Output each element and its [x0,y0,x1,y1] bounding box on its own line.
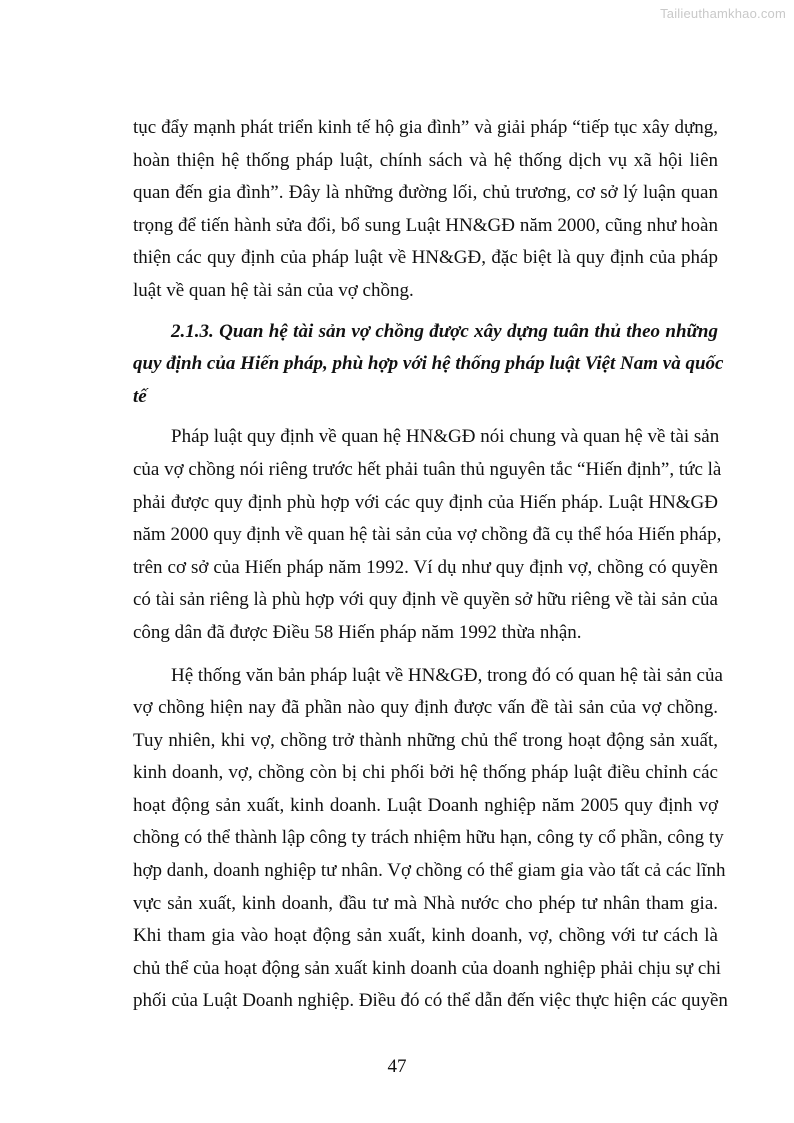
heading-line: quy định của Hiến pháp, phù hợp với hệ thống pháp luật Việt Nam và quốc [133,353,724,375]
text-line: hoạt động sản xuất, kinh doanh. Luật Doanh nghiệp năm 2005 quy định vợ [133,794,718,816]
text-line: vực sản xuất, kinh doanh, đầu tư mà Nhà nước cho phép tư nhân tham gia. [133,892,718,914]
text-line: vợ chồng hiện nay đã phần nào quy định được vấn đề tài sản của vợ chồng. [133,697,718,719]
text-line: có tài sản riêng là phù hợp với quy định về quyền sở hữu riêng về tài sản của [133,589,718,611]
watermark-text: Tailieuthamkhao.com [660,6,786,21]
text-line: của vợ chồng nói riêng trước hết phải tuân thủ nguyên tắc “Hiến định”, tức là [133,458,722,480]
text-line: thiện các quy định của pháp luật về HN&GĐ, đặc biệt là quy định của pháp [133,247,718,269]
text-line: quan đến gia đình”. Đây là những đường lối, chủ trương, cơ sở lý luận quan [133,182,718,204]
text-line: trên cơ sở của Hiến pháp năm 1992. Ví dụ như quy định vợ, chồng có quyền [133,556,718,578]
section-heading [133,316,724,414]
paragraph-continuation [133,112,718,308]
heading-line: 2.1.3. Quan hệ tài sản vợ chồng được xây dựng tuân thủ theo những [171,320,718,342]
document-body [133,112,728,1018]
text-line: năm 2000 quy định về quan hệ tài sản của vợ chồng đã cụ thể hóa Hiến pháp, [133,524,722,546]
text-line: phối của Luật Doanh nghiệp. Điều đó có thể dẫn đến việc thực hiện các quyền [133,990,728,1012]
text-line: chồng có thể thành lập công ty trách nhiệm hữu hạn, công ty cổ phần, công ty [133,827,724,849]
paragraph-constitution [133,421,722,649]
text-line: hoàn thiện hệ thống pháp luật, chính sách và hệ thống dịch vụ xã hội liên [133,149,718,171]
text-line: kinh doanh, vợ, chồng còn bị chi phối bởi hệ thống pháp luật điều chỉnh các [133,762,718,784]
paragraph-legal-system [133,660,728,1019]
text-line: công dân đã được Điều 58 Hiến pháp năm 1992 thừa nhận. [133,621,582,643]
text-line: Tuy nhiên, khi vợ, chồng trở thành những chủ thể trong hoạt động sản xuất, [133,729,718,751]
text-line: phải được quy định phù hợp với các quy định của Hiến pháp. Luật HN&GĐ [133,491,718,513]
text-line: hợp danh, doanh nghiệp tư nhân. Vợ chồng có thể giam gia vào tất cả các lĩnh [133,860,726,882]
page-number: 47 [387,1056,407,1077]
text-line: luật về quan hệ tài sản của vợ chồng. [133,279,414,301]
text-line: Khi tham gia vào hoạt động sản xuất, kinh doanh, vợ, chồng với tư cách là [133,925,718,947]
text-line: chủ thể của hoạt động sản xuất kinh doanh của doanh nghiệp phải chịu sự chi [133,957,722,979]
text-line: tục đẩy mạnh phát triển kinh tế hộ gia đình” và giải pháp “tiếp tục xây dựng, [133,117,718,138]
text-line: Hệ thống văn bản pháp luật về HN&GĐ, trong đó có quan hệ tài sản của [171,664,723,686]
text-line: Pháp luật quy định về quan hệ HN&GĐ nói chung và quan hệ về tài sản [171,426,720,448]
text-line: trọng để tiến hành sửa đổi, bổ sung Luật HN&GĐ năm 2000, cũng như hoàn [133,214,718,236]
heading-line: tế [133,385,147,407]
